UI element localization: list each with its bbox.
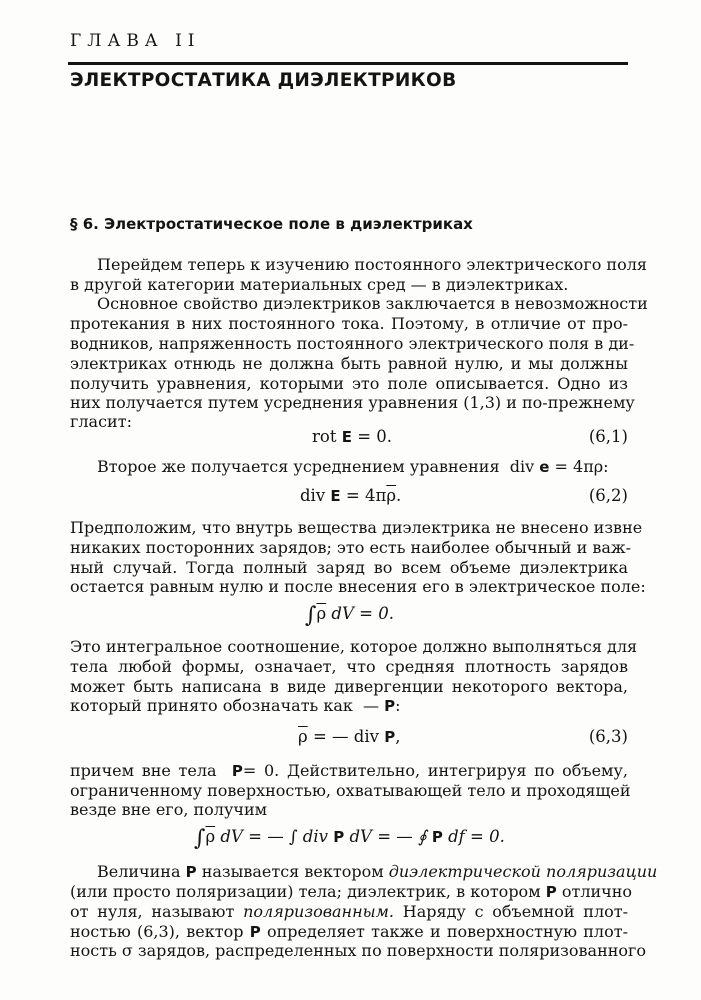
inline-equation: div e = 4πρ: <box>509 457 609 476</box>
paragraph-line: везде вне его, получим <box>70 800 268 819</box>
paragraph-line: причем вне тела P= 0. Действительно, интегрируя по объему, <box>70 761 628 780</box>
section-title: § 6. Электростатическое поле в диэлектриках <box>70 215 473 233</box>
equation-integral: $\int\overline{\rho}$ dV = 0. <box>305 603 394 628</box>
paragraph-line: в другой категории материальных сред — в диэлектриках. <box>70 275 569 294</box>
paragraph-line: Основное свойство диэлектриков заключается в невозможности <box>97 294 648 313</box>
paragraph-line: Предположим, что внутрь вещества диэлектрика не внесено извне <box>70 518 643 537</box>
chapter-label: ГЛАВА II <box>70 31 201 51</box>
paragraph-line: ограниченному поверхностью, охватывающей тело и проходящей <box>70 781 631 800</box>
paragraph-line: может быть написана в виде дивергенции некоторого вектора, <box>70 677 628 696</box>
equation-6-1: rot E = 0. <box>312 427 393 446</box>
paragraph-line: электриках отнюдь не должна быть равной нулю, и мы должны <box>70 354 628 373</box>
paragraph-line: ность σ зарядов, распределенных по поверхности поляризованного <box>70 941 647 960</box>
paragraph-line: Второе же получается усреднением уравнения div e = 4πρ: <box>97 457 609 476</box>
paragraph-line: ностью (6,3), вектор P определяет также и поверхностную плот- <box>70 922 628 941</box>
paragraph-line: никаких посторонних зарядов; это есть наиболее обычный и важ- <box>70 538 632 557</box>
chapter-rule <box>68 62 628 65</box>
paragraph-line: получить уравнения, которыми это поле описывается. Одно из <box>70 374 628 393</box>
equation-6-3: $\overline{\rho}$ = — div P, <box>298 727 401 746</box>
paragraph-line: гласит: <box>70 412 132 431</box>
equation-integral-long: $\int\overline{\rho}$ dV = — ∫ div P dV = — ∮ P df = 0. <box>194 826 505 851</box>
paragraph-line: Это интегральное соотношение, которое должно выполняться для <box>70 637 638 656</box>
paragraph-line: них получается путем усреднения уравнения (1,3) и по-прежнему <box>70 393 635 412</box>
paragraph-line: (или просто поляризации) тела; диэлектрик, в котором P отлично <box>70 882 633 901</box>
paragraph-line: протекания в них постоянного тока. Поэтому, в отличие от про- <box>70 314 628 333</box>
paragraph-line: Перейдем теперь к изучению постоянного электрического поля <box>97 255 647 274</box>
chapter-title: ЭЛЕКТРОСТАТИКА ДИЭЛЕКТРИКОВ <box>70 70 457 91</box>
paragraph-line: остается равным нулю и после внесения его в электрическое поле: <box>70 577 646 596</box>
paragraph-line: который принято обозначать как — P: <box>70 696 401 715</box>
paragraph-line: ный случай. Тогда полный заряд во всем объеме диэлектрика <box>70 558 628 577</box>
paragraph-line: Величина P называется вектором диэлектрической поляризации <box>97 862 658 881</box>
equation-number: (6,2) <box>588 486 628 505</box>
equation-number: (6,3) <box>588 727 628 746</box>
paragraph-line: водников, напряженность постоянного электрического поля в ди- <box>70 334 635 353</box>
equation-6-2: div $E = 4\pi\overline{\rho}$. <box>300 486 402 505</box>
equation-number: (6,1) <box>588 427 628 446</box>
paragraph-line: тела любой формы, означает, что средняя плотность зарядов <box>70 657 628 676</box>
paragraph-line: от нуля, называют поляризованным. Наряду с объемной плот- <box>70 902 629 921</box>
